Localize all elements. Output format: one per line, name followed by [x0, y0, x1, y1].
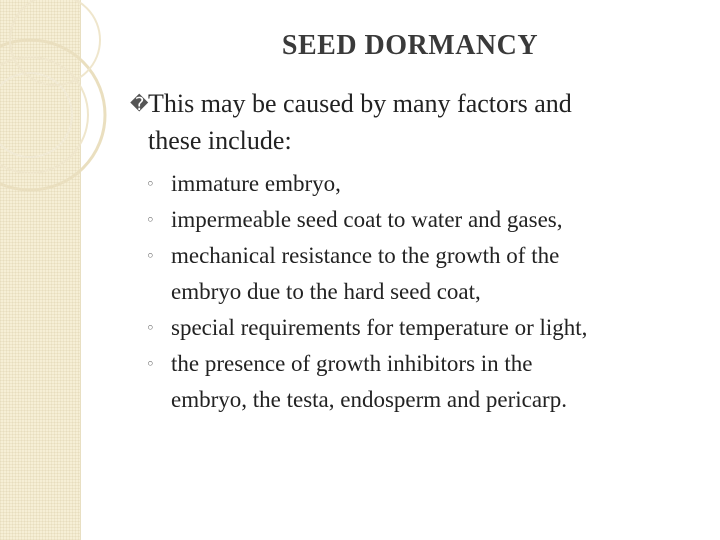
main-point-line-1: [130, 86, 690, 123]
hollow-bullet-icon: ◦: [146, 319, 155, 337]
main-point-text-2: these include:: [148, 126, 292, 155]
sub-point-text: the presence of growth inhibitors in the: [171, 351, 533, 376]
hollow-bullet-icon: ◦: [146, 355, 155, 373]
hollow-bullet-icon: ◦: [146, 211, 155, 229]
main-point-text-1: This may be caused by many factors and: [148, 89, 572, 118]
list-item: [146, 238, 706, 310]
sub-point-text: impermeable seed coat to water and gases,: [171, 207, 563, 232]
list-item: [146, 202, 706, 238]
main-bullet-icon: �: [130, 94, 149, 115]
sub-point-text-continued: embryo due to the hard seed coat,: [171, 279, 481, 304]
sub-point-text-continued: embryo, the testa, endosperm and pericarp.: [171, 387, 567, 412]
inner-ring: [0, 73, 72, 157]
hollow-bullet-icon: ◦: [146, 247, 155, 265]
hollow-bullet-icon: ◦: [146, 175, 155, 193]
sub-point-text: special requirements for temperature or light,: [171, 315, 588, 340]
list-item: [146, 346, 706, 418]
main-bullet-point: [130, 86, 690, 159]
list-item: [146, 166, 706, 202]
list-item: [146, 310, 706, 346]
sub-point-text: mechanical resistance to the growth of the: [171, 243, 560, 268]
slide-title: SEED DORMANCY: [281, 30, 539, 61]
sub-point-text: immature embryo,: [171, 171, 341, 196]
sub-bullet-list: [146, 166, 706, 418]
